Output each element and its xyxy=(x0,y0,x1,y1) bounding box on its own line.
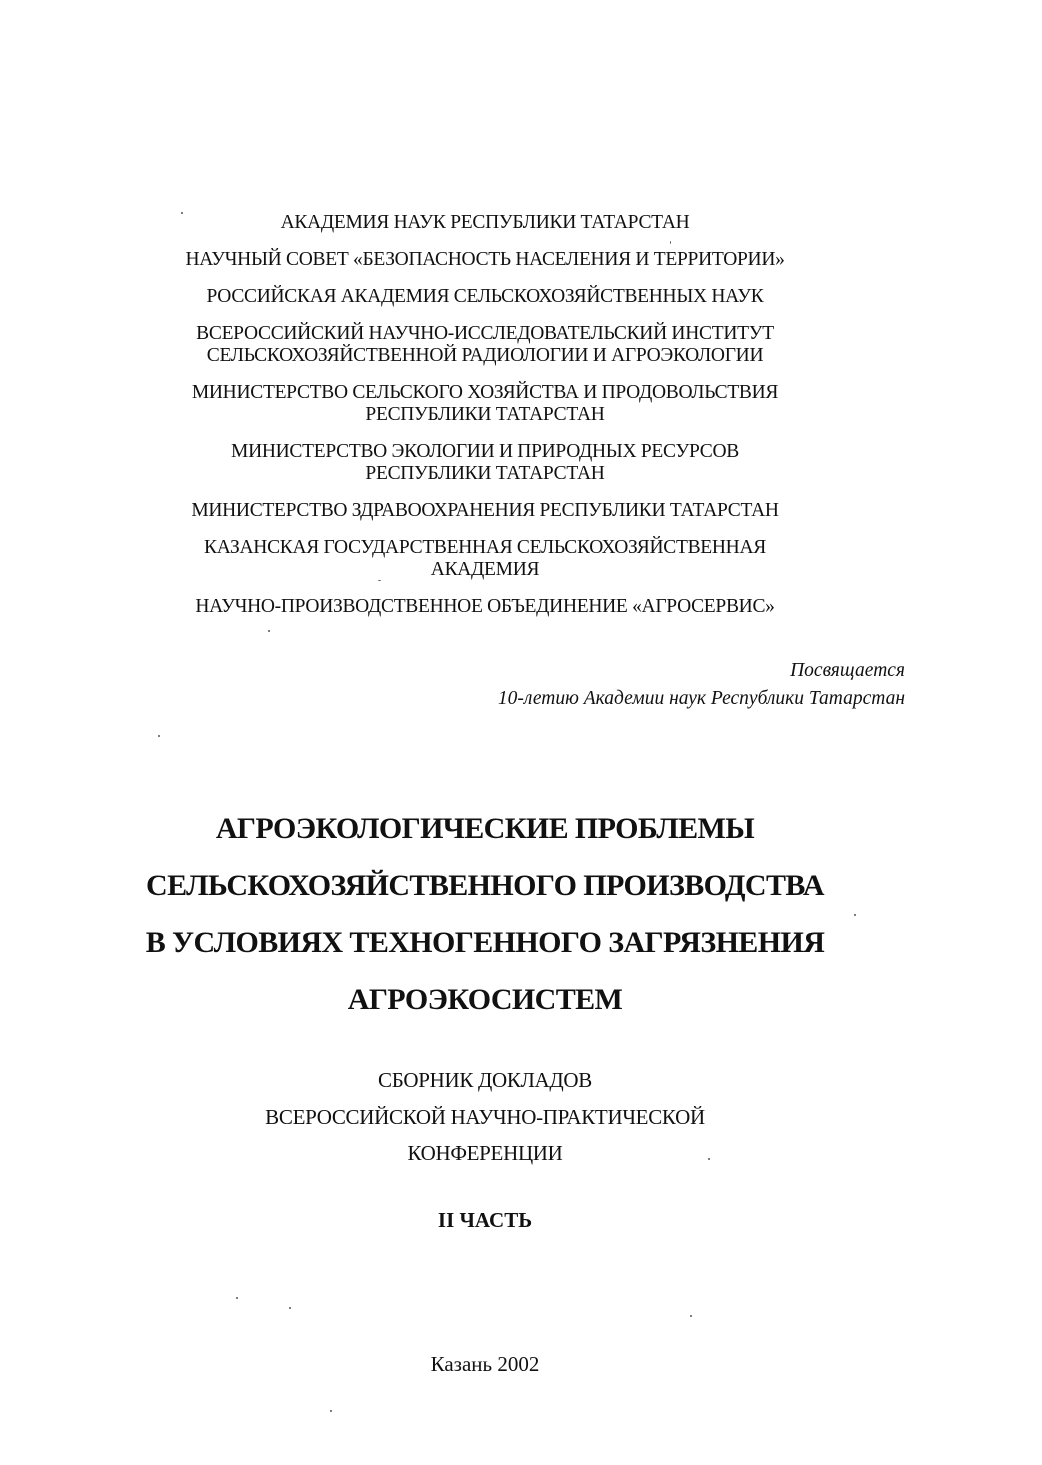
organization xyxy=(0,596,970,618)
scan-speck xyxy=(181,212,183,214)
book-title-line: АГРОЭКОСИСТЕМ xyxy=(347,983,623,1016)
organization xyxy=(0,286,970,308)
imprint-city-year: Казань 2002 xyxy=(430,1352,540,1376)
book-title-line: АГРОЭКОЛОГИЧЕСКИЕ ПРОБЛЕМЫ xyxy=(215,812,755,845)
organization xyxy=(0,249,970,271)
scan-speck xyxy=(690,1315,692,1317)
organization xyxy=(0,537,970,581)
scan-speck xyxy=(378,580,381,581)
dedication-text: 10-летию Академии наук Республики Татарстан xyxy=(497,688,905,709)
organization-line: РОССИЙСКАЯ АКАДЕМИЯ СЕЛЬСКОХОЗЯЙСТВЕННЫХ НАУК xyxy=(206,286,764,307)
organization-line: РЕСПУБЛИКИ ТАТАРСТАН xyxy=(365,463,605,484)
organization-line: НАУЧНЫЙ СОВЕТ «БЕЗОПАСНОСТЬ НАСЕЛЕНИЯ И ТЕРРИТОРИИ» xyxy=(185,249,785,270)
scan-speck xyxy=(330,1410,332,1412)
scan-speck xyxy=(289,1307,291,1309)
organization xyxy=(0,382,970,426)
book-title-line: СЕЛЬСКОХОЗЯЙСТВЕННОГО ПРОИЗВОДСТВА xyxy=(146,869,824,902)
organization-line: МИНИСТЕРСТВО ЭКОЛОГИИ И ПРИРОДНЫХ РЕСУРСОВ xyxy=(231,441,739,462)
organization-line: НАУЧНО-ПРОИЗВОДСТВЕННОЕ ОБЪЕДИНЕНИЕ «АГРОСЕРВИС» xyxy=(195,596,775,617)
dedication-heading: Посвящается xyxy=(790,660,905,681)
dedication xyxy=(498,657,905,713)
book-title xyxy=(0,800,970,1028)
organization xyxy=(0,212,970,234)
organization-line: АКАДЕМИЯ xyxy=(430,559,540,580)
organization-line: СЕЛЬСКОХОЗЯЙСТВЕННОЙ РАДИОЛОГИИ И АГРОЭКОЛОГИИ xyxy=(206,345,764,366)
scan-speck xyxy=(268,630,270,632)
book-subtitle-line: ВСЕРОССИЙСКОЙ НАУЧНО-ПРАКТИЧЕСКОЙ xyxy=(265,1104,705,1129)
scan-speck xyxy=(236,1297,238,1299)
book-subtitle-line: СБОРНИК ДОКЛАДОВ xyxy=(378,1068,592,1092)
book-subtitle-line: КОНФЕРЕНЦИИ xyxy=(407,1141,563,1165)
organization xyxy=(0,441,970,485)
organization-line: ВСЕРОССИЙСКИЙ НАУЧНО-ИССЛЕДОВАТЕЛЬСКИЙ ИНСТИТУТ xyxy=(196,323,774,344)
scan-speck xyxy=(158,735,160,737)
book-title-line: В УСЛОВИЯХ ТЕХНОГЕННОГО ЗАГРЯЗНЕНИЯ xyxy=(145,926,825,959)
organization-line: АКАДЕМИЯ НАУК РЕСПУБЛИКИ ТАТАРСТАН xyxy=(280,212,690,233)
organization-line: РЕСПУБЛИКИ ТАТАРСТАН xyxy=(365,404,605,425)
organization-line: МИНИСТЕРСТВО СЕЛЬСКОГО ХОЗЯЙСТВА И ПРОДОВОЛЬСТВИЯ xyxy=(191,382,779,403)
organization-line: МИНИСТЕРСТВО ЗДРАВООХРАНЕНИЯ РЕСПУБЛИКИ ТАТАРСТАН xyxy=(191,500,779,521)
scan-speck xyxy=(708,1158,710,1160)
volume-part: II ЧАСТЬ xyxy=(437,1208,533,1232)
book-subtitle xyxy=(0,1062,970,1172)
organizations-list xyxy=(0,212,970,633)
organization xyxy=(0,323,970,367)
scan-speck xyxy=(854,914,856,916)
scan-speck xyxy=(670,241,671,244)
organization xyxy=(0,500,970,522)
organization-line: КАЗАНСКАЯ ГОСУДАРСТВЕННАЯ СЕЛЬСКОХОЗЯЙСТВЕННАЯ xyxy=(204,537,766,558)
